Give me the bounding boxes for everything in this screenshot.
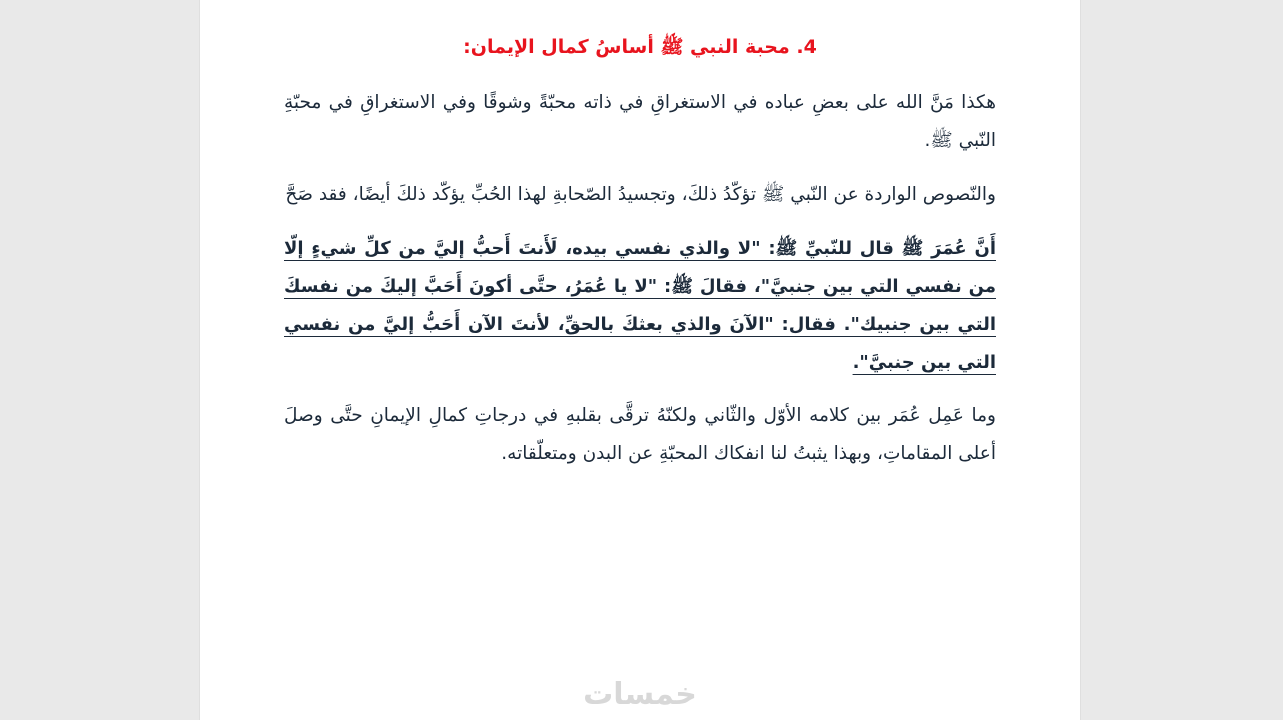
document-page [200,0,1080,720]
watermark-label: خمسات [583,677,697,712]
paragraph-3: وما عَمِل عُمَر بين كلامه الأوّل والثّاني ولكنّهُ ترقَّى بقلبهِ في درجاتِ كمالِ الإيمانِ حتَّى وصلَ أعلى المقاماتِ، وبهذا يثبتُ لنا انفكاك المحبّةِ عن البدن ومتعلّقاته. [284,405,996,465]
hadith-quote: أَنَّ عُمَرَ ﷺ قال للنّبيِّ ﷺ: "لا والذي نفسي بيده، لَأَنتَ أَحبُّ إليَّ من كلِّ شيءٍ إلّا من نفسي التي بين جنبيَّ"، فقالَ ﷺ: "لا يا عُمَرُ، حتَّى أكونَ أَحَبَّ إليكَ من نفسكَ التي بين جنبيك". فقال: "الآنَ والذي بعثكَ بالحقِّ، لأنتَ الآن أَحَبُّ إليَّ من نفسي التي بين جنبيَّ". [284,238,996,373]
page-gutter-right [1080,0,1283,720]
page-gutter-left [0,0,200,720]
document-content [200,0,1080,720]
section-heading: 4. محبة النبي ﷺ أساسُ كمال الإيمان: [463,36,817,58]
paragraph-2: والنّصوص الواردة عن النّبي ﷺ تؤكّدُ ذلكَ، وتجسيدُ الصّحابةِ لهذا الحُبِّ يؤكّد ذلكَ أيضًا، فقد صَحَّ [285,184,996,206]
paragraph-1: هكذا مَنَّ الله على بعضِ عباده في الاستغراقِ في ذاته محبّةً وشوقًا وفي الاستغراقِ في محبّةِ النّبي ﷺ. [284,92,996,152]
